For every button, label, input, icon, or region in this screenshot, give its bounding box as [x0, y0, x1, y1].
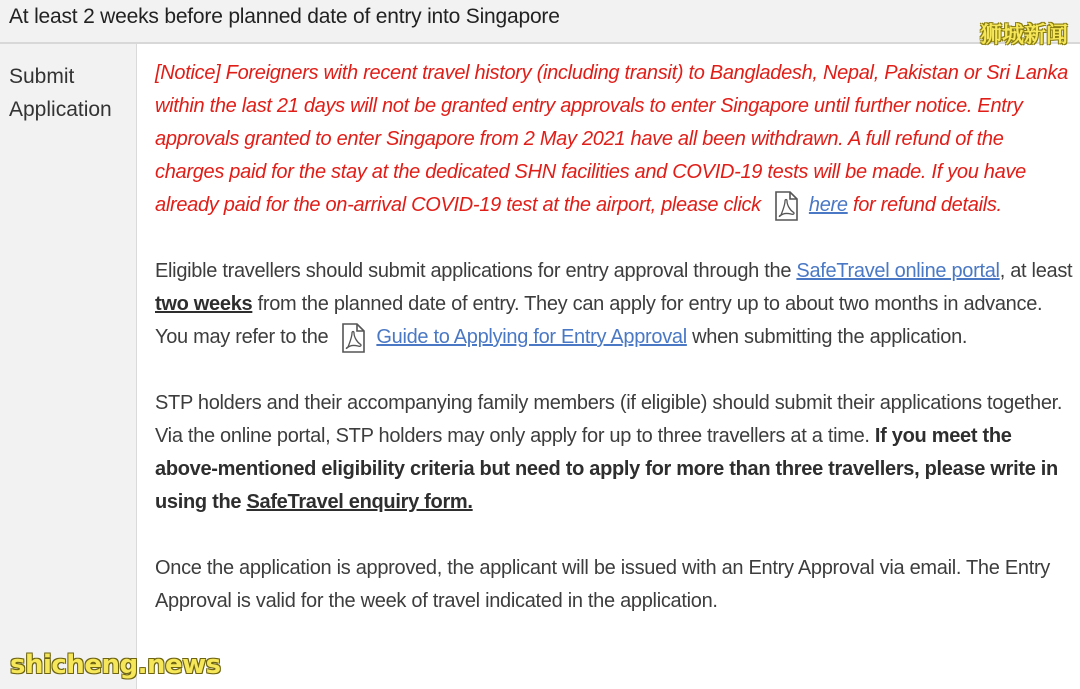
watermark-logo-bottom: shicheng.news: [10, 650, 221, 680]
pdf-icon[interactable]: [340, 323, 366, 353]
para1-text-before: Eligible travellers should submit applications for entry approval through the: [155, 260, 797, 282]
para1-text-after: from the planned date of entry. They can apply for entry up to about two months in advance. You may refer to the: [155, 293, 1043, 348]
refund-details-link[interactable]: here: [808, 194, 848, 216]
eligibility-paragraph: [155, 255, 1073, 354]
section-title: At least 2 weeks before planned date of entry into Singapore: [9, 5, 560, 28]
para3-text: Once the application is approved, the applicant will be issued with an Entry Approval via email. The Entry Approval is valid for the week of travel indicated in the application.: [155, 557, 1051, 612]
content-cell: [155, 57, 1073, 618]
para1-text-middle: , at least: [999, 260, 1073, 282]
para2-bold-text: If you meet the above-mentioned eligibility criteria but need to apply for more than three travellers, please write in using the: [155, 425, 1058, 513]
row-label-cell: [0, 44, 137, 689]
enquiry-form-link[interactable]: SafeTravel enquiry form.: [246, 491, 473, 513]
notice-paragraph: [155, 57, 1073, 222]
approval-paragraph: [155, 552, 1073, 618]
para1-text-end: when submitting the application.: [686, 326, 968, 348]
row-label: Submit Application: [9, 65, 112, 121]
stp-paragraph: [155, 387, 1073, 519]
section-header: [0, 0, 1080, 48]
pdf-icon[interactable]: [773, 191, 799, 221]
watermark-logo-top: 狮城新闻: [979, 23, 1068, 48]
notice-text-after: for refund details.: [847, 194, 1002, 216]
entry-approval-guide-link[interactable]: Guide to Applying for Entry Approval: [376, 326, 687, 348]
notice-text: [Notice] Foreigners with recent travel history (including transit) to Bangladesh, Nepal, Pakistan or Sri Lanka within the last 21 days will not be granted entry approvals to enter Singapore until further notice. Entry approvals granted to enter Singapore from 2 May 2021 have all been withdrawn. A full refund of the charges paid for the stay at the dedicated SHN facilities and COVID-19 tests will be made. If you have already paid for the on-arrival COVID-19 test at the airport, please click: [155, 62, 1069, 216]
safetravel-portal-link[interactable]: SafeTravel online portal: [796, 260, 1000, 282]
para2-text: STP holders and their accompanying family members (if eligible) should submit their applications together. Via the online portal, STP holders may only apply for up to three travellers at a time.: [155, 392, 1063, 447]
two-weeks-emphasis: two weeks: [155, 293, 253, 315]
